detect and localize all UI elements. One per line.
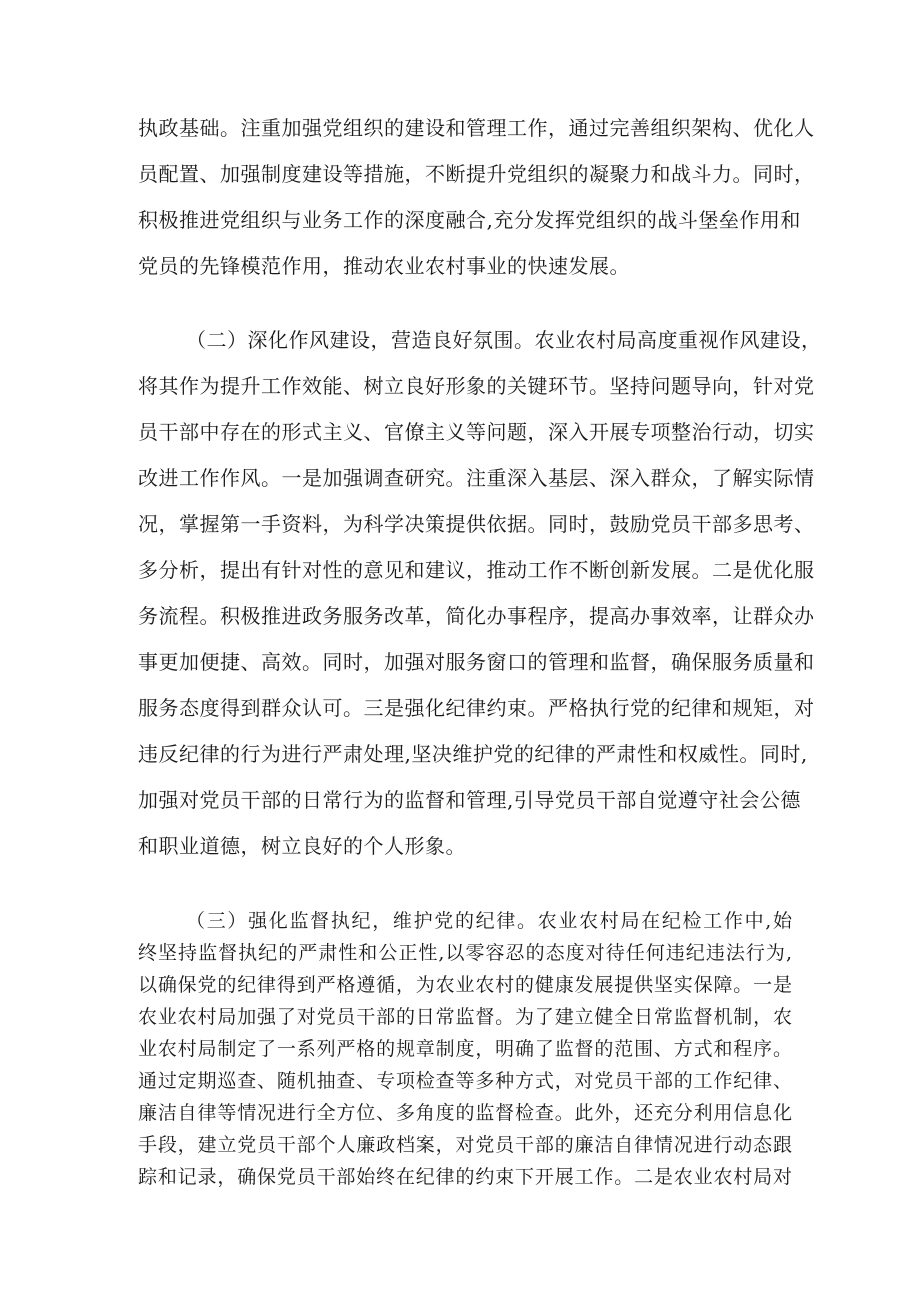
text-line: 改进工作作风。一是加强调查研究。注重深入基层、深入群众，了解实际情 (138, 466, 815, 490)
text-line: 通过定期巡查、随机抽查、专项检查等多种方式，对党员干部的工作纪律、 (138, 1070, 792, 1092)
text-line: 员配置、加强制度建设等措施，不断提升党组织的凝聚力和战斗力。同时， (138, 162, 815, 186)
text-line: 执政基础。注重加强党组织的建设和管理工作，通过完善组织架构、优化人 (138, 116, 815, 140)
text-line: 事更加便捷、高效。同时，加强对服务窗口的管理和监督，确保服务质量和 (138, 650, 815, 674)
text-line: 踪和记录，确保党员干部始终在纪律的约束下开展工作。二是农业农村局对 (138, 1166, 792, 1188)
text-line: 和职业道德，树立良好的个人形象。 (138, 834, 466, 858)
text-line: 业农村局制定了一系列严格的规章制度，明确了监督的范围、方式和程序。 (138, 1038, 792, 1060)
text-line: 以确保党的纪律得到严格遵循，为农业农村的健康发展提供坚实保障。一是 (138, 974, 792, 996)
text-line: 党员的先锋模范作用，推动农业农村事业的快速发展。 (138, 254, 630, 278)
paragraph-heading-line: （二）深化作风建设，营造良好氛围。农业农村局高度重视作风建设， (186, 328, 822, 352)
text-line: 务流程。积极推进政务服务改革，简化办事程序，提高办事效率，让群众办 (138, 604, 815, 628)
text-line: 况，掌握第一手资料，为科学决策提供依据。同时，鼓励党员干部多思考、 (138, 512, 815, 536)
paragraph-heading-line: （三）强化监督执纪，维护党的纪律。农业农村局在纪检工作中,始 (186, 910, 792, 932)
text-line: 廉洁自律等情况进行全方位、多角度的监督检查。此外，还充分利用信息化 (138, 1102, 792, 1124)
text-line: 服务态度得到群众认可。三是强化纪律约束。严格执行党的纪律和规矩，对 (138, 696, 815, 720)
text-line: 多分析，提出有针对性的意见和建议，推动工作不断创新发展。二是优化服 (138, 558, 815, 582)
text-line: 手段，建立党员干部个人廉政档案，对党员干部的廉洁自律情况进行动态跟 (138, 1134, 792, 1156)
text-line: 积极推进党组织与业务工作的深度融合,充分发挥党组织的战斗堡垒作用和 (138, 208, 801, 232)
text-line: 加强对党员干部的日常行为的监督和管理,引导党员干部自觉遵守社会公德 (138, 788, 801, 812)
text-line: 农业农村局加强了对党员干部的日常监督。为了建立健全日常监督机制，农 (138, 1006, 792, 1028)
text-line: 员干部中存在的形式主义、官僚主义等问题，深入开展专项整治行动，切实 (138, 420, 815, 444)
text-line: 将其作为提升工作效能、树立良好形象的关键环节。坚持问题导向，针对党 (138, 374, 815, 398)
text-line: 终坚持监督执纪的严肃性和公正性,以零容忍的态度对待任何违纪违法行为, (138, 942, 792, 964)
text-line: 违反纪律的行为进行严肃处理,坚决维护党的纪律的严肃性和权威性。同时, (138, 742, 808, 766)
